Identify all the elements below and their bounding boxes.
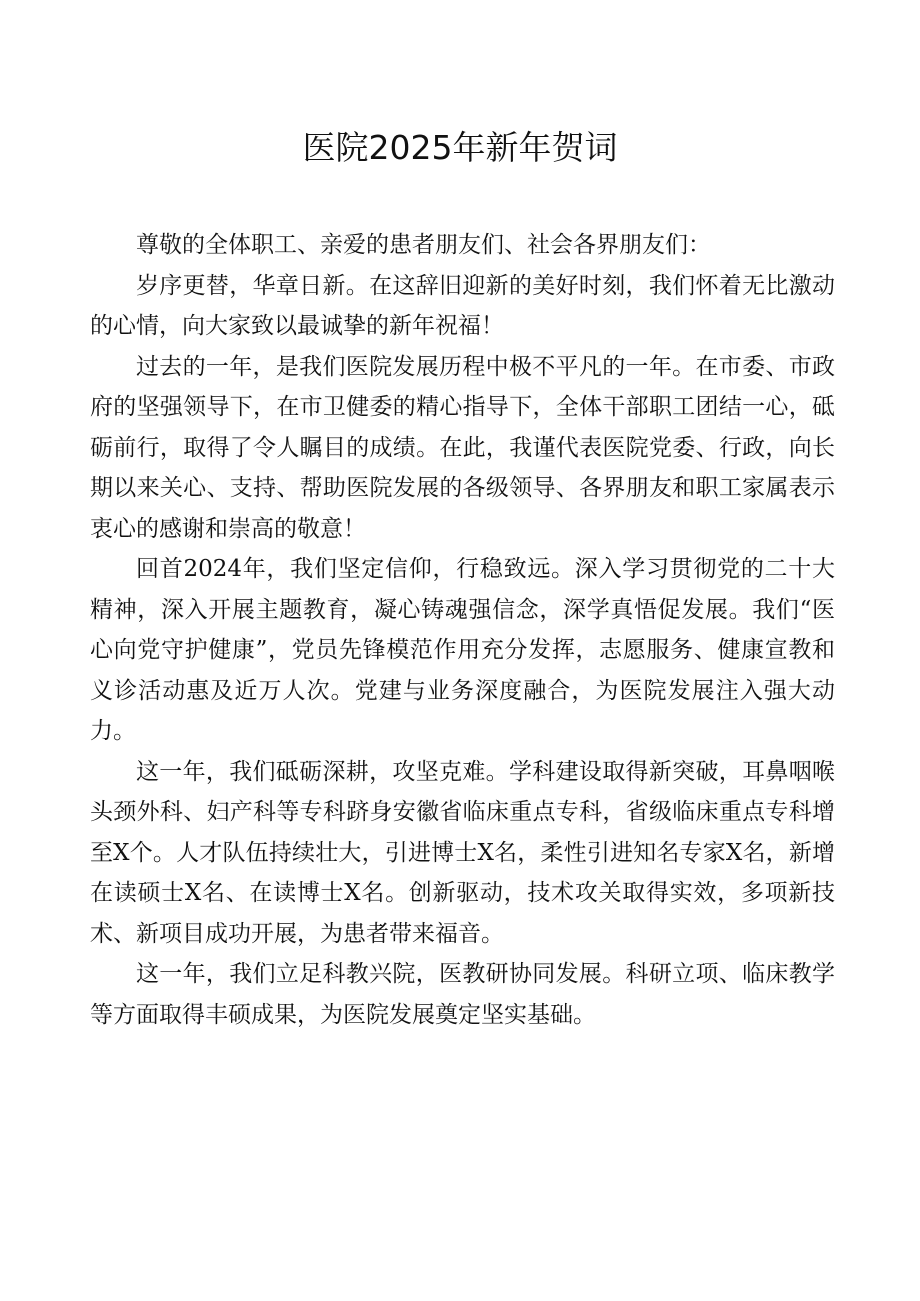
greeting-paragraph: 岁序更替，华章日新。在这辞旧迎新的美好时刻，我们怀着无比激动的心情，向大家致以最诚挚的新年祝福！ — [90, 272, 835, 339]
discipline-paragraph: 这一年，我们砥砺深耕，攻坚克难。学科建设取得新突破，耳鼻咽喉头颈外科、妇产科等专科跻身安徽省临床重点专科，省级临床重点专科增至X个。人才队伍持续壮大，引进博士X名，柔性引进知名专家X名，新增在读硕士X名、在读博士X名。创新驱动，技术攻关取得实效，多项新技术、新项目成功开展，为患者带来福音。 — [90, 758, 835, 947]
salutation-paragraph: 尊敬的全体职工、亲爱的患者朋友们、社会各界朋友们： — [136, 232, 711, 258]
document-title: 医院2025年新年贺词 — [302, 128, 618, 167]
review-paragraph: 过去的一年，是我们医院发展历程中极不平凡的一年。在市委、市政府的坚强领导下，在市卫健委的精心指导下，全体干部职工团结一心，砥砺前行，取得了令人瞩目的成绩。在此，我谨代表医院党委、行政，向长期以来关心、支持、帮助医院发展的各级领导、各界朋友和职工家属表示衷心的感谢和崇高的敬意！ — [90, 353, 835, 542]
research-paragraph: 这一年，我们立足科教兴院，医教研协同发展。科研立项、临床教学等方面取得丰硕成果，为医院发展奠定坚实基础。 — [90, 961, 835, 1028]
document-body — [90, 225, 835, 1035]
party-building-paragraph: 回首2024年，我们坚定信仰，行稳致远。深入学习贯彻党的二十大精神，深入开展主题教育，凝心铸魂强信念，深学真悟促发展。我们“医心向党守护健康”，党员先锋模范作用充分发挥，志愿服务、健康宣教和义诊活动惠及近万人次。党建与业务深度融合，为医院发展注入强大动力。 — [90, 556, 835, 744]
